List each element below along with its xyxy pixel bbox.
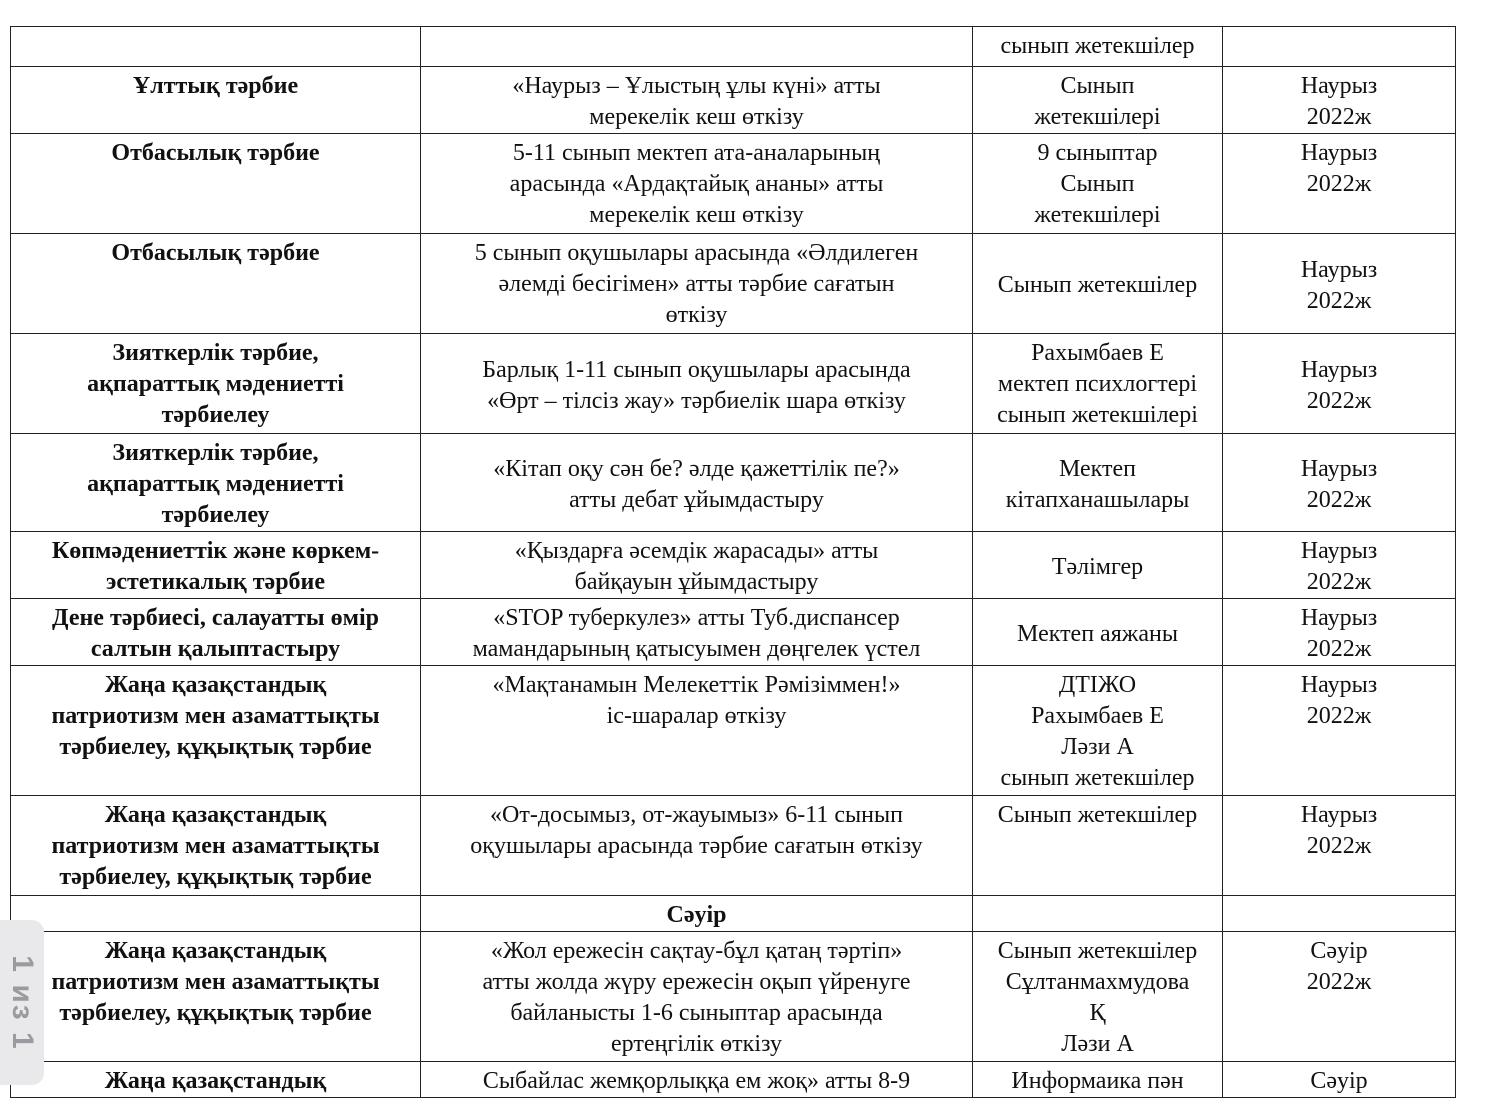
event-cell: «Наурыз – Ұлыстың ұлы күні» атты мерекелік кеш өткізу xyxy=(421,67,973,134)
event-cell: «Кітап оқу сән бе? әлде қажеттілік пе?» атты дебат ұйымдастыру xyxy=(421,434,973,532)
date-cell: Сәуір xyxy=(1223,1062,1456,1098)
event-cell: «STOP туберкулез» атты Туб.диспансер мамандарының қатысуымен дөңгелек үстел xyxy=(421,599,973,666)
event-cell: «Жол ережесін сақтау-бұл қатаң тәртіп» атты жолда жүру ережесін оқып үйренуге байланысты 1-6 сыныптар арасында ертеңгілік өткізу xyxy=(421,932,973,1062)
event-cell: Барлық 1-11 сынып оқушылары арасында «Өрт – тілсіз жау» тәрбиелік шара өткізу xyxy=(421,334,973,434)
event-cell: 5 сынып оқушылары арасында «Әлдилеген әлемді бесігімен» атты тәрбие сағатын өткізу xyxy=(421,234,973,334)
direction-cell: Дене тәрбиесі, салауатты өмір салтын қалыптастыру xyxy=(11,599,421,666)
event-cell: 5-11 сынып мектеп ата-аналарының арасында «Ардақтайық ананы» атты мерекелік кеш өткізу xyxy=(421,134,973,234)
responsible-cell: сынып жетекшілер xyxy=(973,27,1223,67)
table-row xyxy=(11,532,1456,599)
date-cell: Наурыз 2022ж xyxy=(1223,796,1456,896)
responsible-cell: Информаика пән xyxy=(973,1062,1223,1098)
table-row xyxy=(11,134,1456,234)
plan-table xyxy=(10,26,1456,1098)
responsible-cell: Сынып жетекшілері xyxy=(973,67,1223,134)
date-cell: Наурыз 2022ж xyxy=(1223,666,1456,796)
direction-cell: Ұлттық тәрбие xyxy=(11,67,421,134)
direction-cell: Көпмәдениеттік және көркем- эстетикалық тәрбие xyxy=(11,532,421,599)
responsible-cell: Тәлімгер xyxy=(973,532,1223,599)
date-cell: Сәуір 2022ж xyxy=(1223,932,1456,1062)
table-row xyxy=(11,1062,1456,1098)
event-cell: «Мақтанамын Мелекеттік Рәмізіммен!» іс-шаралар өткізу xyxy=(421,666,973,796)
responsible-cell: Мектеп аяжаны xyxy=(973,599,1223,666)
event-cell xyxy=(421,27,973,67)
table-row xyxy=(11,599,1456,666)
table-row xyxy=(11,932,1456,1062)
responsible-cell: Мектеп кітапханашылары xyxy=(973,434,1223,532)
responsible-cell: ДТІЖО Рахымбаев Е Ләзи А сынып жетекшілер xyxy=(973,666,1223,796)
page-indicator[interactable] xyxy=(0,920,44,1085)
direction-cell: Жаңа қазақстандық xyxy=(11,1062,421,1098)
direction-cell: Жаңа қазақстандық патриотизм мен азаматтықты тәрбиелеу, құқықтық тәрбие xyxy=(11,932,421,1062)
month-heading: Сәуір xyxy=(421,896,973,932)
event-cell: Сыбайлас жемқорлыққа ем жоқ» атты 8-9 xyxy=(421,1062,973,1098)
document-page xyxy=(10,26,1455,1098)
empty-cell xyxy=(973,896,1223,932)
table-row xyxy=(11,67,1456,134)
responsible-cell: Сынып жетекшілер xyxy=(973,234,1223,334)
direction-cell: Зияткерлік тәрбие, ақпараттық мәдениетті тәрбиелеу xyxy=(11,434,421,532)
responsible-cell: Сынып жетекшілер Сұлтанмахмудова Қ Ләзи А xyxy=(973,932,1223,1062)
direction-cell xyxy=(11,27,421,67)
date-cell: Наурыз 2022ж xyxy=(1223,334,1456,434)
responsible-cell: 9 сыныптар Сынып жетекшілері xyxy=(973,134,1223,234)
direction-cell: Зияткерлік тәрбие, ақпараттық мәдениетті тәрбиелеу xyxy=(11,334,421,434)
responsible-cell: Рахымбаев Е мектеп психлогтері сынып жетекшілері xyxy=(973,334,1223,434)
direction-cell: Отбасылық тәрбие xyxy=(11,234,421,334)
event-cell: «От-досымыз, от-жауымыз» 6-11 сынып оқушылары арасында тәрбие сағатын өткізу xyxy=(421,796,973,896)
table-row xyxy=(11,434,1456,532)
page-indicator-label: 1 из 1 xyxy=(6,954,39,1051)
date-cell xyxy=(1223,27,1456,67)
direction-cell: Жаңа қазақстандық патриотизм мен азаматтықты тәрбиелеу, құқықтық тәрбие xyxy=(11,666,421,796)
table-row xyxy=(11,666,1456,796)
table-row xyxy=(11,27,1456,67)
date-cell: Наурыз 2022ж xyxy=(1223,67,1456,134)
empty-cell xyxy=(11,896,421,932)
date-cell: Наурыз 2022ж xyxy=(1223,532,1456,599)
event-cell: «Қыздарға әсемдік жарасады» атты байқауын ұйымдастыру xyxy=(421,532,973,599)
date-cell: Наурыз 2022ж xyxy=(1223,134,1456,234)
date-cell: Наурыз 2022ж xyxy=(1223,234,1456,334)
table-row xyxy=(11,796,1456,896)
date-cell: Наурыз 2022ж xyxy=(1223,599,1456,666)
date-cell: Наурыз 2022ж xyxy=(1223,434,1456,532)
direction-cell: Жаңа қазақстандық патриотизм мен азаматтықты тәрбиелеу, құқықтық тәрбие xyxy=(11,796,421,896)
empty-cell xyxy=(1223,896,1456,932)
month-row xyxy=(11,896,1456,932)
responsible-cell: Сынып жетекшілер xyxy=(973,796,1223,896)
table-row xyxy=(11,234,1456,334)
table-row xyxy=(11,334,1456,434)
direction-cell: Отбасылық тәрбие xyxy=(11,134,421,234)
